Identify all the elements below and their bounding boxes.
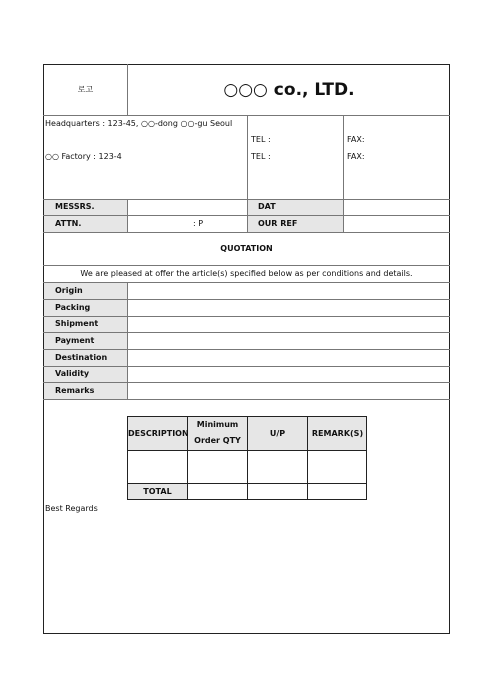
packing-label: Packing — [55, 303, 91, 312]
company-name: ○○○ co., LTD. — [223, 80, 355, 100]
total-label: TOTAL — [143, 487, 172, 496]
closing-text: Best Regards — [45, 504, 98, 513]
shipment-label: Shipment — [55, 319, 99, 328]
remarks-label: Remarks — [55, 386, 95, 395]
condition-row-line — [43, 382, 450, 383]
dat-label: DAT — [258, 202, 276, 211]
headquarters-address: Headquarters : 123-45, ○○-dong ○○-gu Seoul — [45, 119, 233, 128]
quotation-title: QUOTATION — [220, 244, 273, 253]
title-divider — [43, 265, 450, 266]
our-ref-label: OUR REF — [258, 219, 298, 228]
remarks-header: REMARK(S) — [311, 429, 364, 438]
table-row-divider — [127, 450, 367, 451]
tel-label-2: TEL : — [251, 152, 271, 161]
condition-row-line — [43, 349, 450, 350]
condition-row-line — [43, 399, 450, 400]
min-qty-header-line2: Order QTY — [194, 436, 241, 445]
condition-row-line — [43, 299, 450, 300]
origin-label: Origin — [55, 286, 83, 295]
quotation-intro: We are pleased at offer the article(s) specified below as per conditions and details. — [80, 269, 413, 278]
attn-value: : P — [193, 219, 204, 228]
description-header: DESCRIPTION — [128, 429, 189, 438]
address-divider-2 — [343, 115, 344, 199]
destination-label: Destination — [55, 353, 108, 362]
fax-label-2: FAX: — [347, 152, 365, 161]
field-row-divider — [43, 215, 450, 216]
attn-label: ATTN. — [55, 219, 82, 228]
unit-price-header: U/P — [269, 429, 286, 438]
address-divider-1 — [247, 115, 248, 199]
condition-row-line — [43, 366, 450, 367]
fields-bottom-divider — [43, 232, 450, 233]
table-row-divider — [127, 483, 367, 484]
factory-address: ○○ Factory : 123-4 — [45, 152, 122, 161]
fax-label-1: FAX: — [347, 135, 365, 144]
condition-row-line — [43, 316, 450, 317]
tel-label-1: TEL : — [251, 135, 271, 144]
messrs-label: MESSRS. — [55, 202, 95, 211]
condition-row-line — [43, 332, 450, 333]
validity-label: Validity — [55, 369, 90, 378]
min-qty-header-line1: Minimum — [196, 420, 239, 429]
payment-label: Payment — [55, 336, 95, 345]
logo-placeholder: 로고 — [77, 85, 94, 94]
